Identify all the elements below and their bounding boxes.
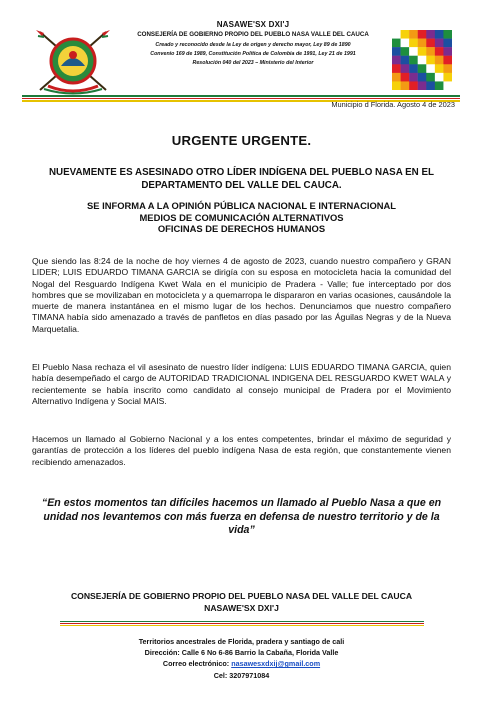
wiphala-square [418, 64, 427, 73]
wiphala-square [443, 56, 452, 65]
subhead-line: MEDIOS DE COMUNICACIÓN ALTERNATIVOS [139, 211, 344, 223]
org-title: NASAWE'SX DXI'J [216, 20, 290, 29]
wiphala-square [435, 47, 444, 56]
wiphala-square [426, 73, 435, 82]
wiphala-square [426, 39, 435, 48]
wiphala-square [435, 56, 444, 65]
footer-phone: Cel: 3207971084 [213, 670, 270, 680]
wiphala-square [435, 39, 444, 48]
wiphala-square [401, 73, 410, 82]
wiphala-square [435, 30, 444, 39]
email-link[interactable]: nasawesxdxij@gmail.com [231, 659, 321, 669]
stripe-green [60, 621, 424, 622]
wiphala-square [401, 39, 410, 48]
wiphala-square [418, 73, 427, 82]
wiphala-square [392, 30, 401, 39]
paragraph-1: Que siendo las 8:24 de la noche de hoy viernes 4 de agosto de 2023, cuando nuestro compañero y GRAN LIDER; LUIS EDUARDO TIMANA GARCIA se dirigía con su esposa en motocicleta hacia la comunidad del Nogal del Resguardo Indígena Kwet Wala en el municipio de Pradera - Valle; fue interceptado por dos hombres que se movilizaban en motocicleta y a quemarropa le dispararon en varias ocasiones, causándole la muerte de manera instantánea en el mismo lugar de los hechos. Denunciamos que nuestro compañero TIMANA había sido amenazado a través de panfletos en días pasado por las Águilas Negras y de la Nueva Marquetalia. [32, 256, 451, 334]
wiphala-square [401, 64, 410, 73]
wiphala-square [409, 81, 418, 90]
signature-line: CONSEJERÍA DE GOBIERNO PROPIO DEL PUEBLO NASA DEL VALLE DEL CAUCA [70, 591, 413, 601]
wiphala-square [418, 39, 427, 48]
wiphala-square [392, 56, 401, 65]
wiphala-square [409, 56, 418, 65]
stripe-red [22, 98, 460, 100]
wiphala-square [392, 73, 401, 82]
signature-block [24, 590, 459, 614]
wiphala-square [392, 64, 401, 73]
wiphala-square [443, 39, 452, 48]
wiphala-square [392, 47, 401, 56]
wiphala-square [418, 81, 427, 90]
wiphala-square [401, 81, 410, 90]
wiphala-square [401, 30, 410, 39]
legal-line: Convenio 169 de 1989, Constitución Política de Colombia de 1991, Ley 21 de 1991 [150, 51, 356, 57]
subhead-line: OFICINAS DE DERECHOS HUMANOS [157, 223, 326, 234]
wiphala-square [392, 39, 401, 48]
stripe-red [60, 623, 424, 624]
footer-stripes [60, 621, 424, 627]
paragraph-3: Hacemos un llamado al Gobierno Nacional y a los entes competentes, brindar el máximo de seguridad y garantías de protección a los líderes del pueblo indígena Nasa de esta región, que constantemente vienen recibiendo amenazados. [32, 434, 451, 467]
wiphala-square [409, 30, 418, 39]
wiphala-square [418, 56, 427, 65]
wiphala-square [426, 81, 435, 90]
signature-line: NASAWE'SX DXI'J [204, 603, 279, 613]
paragraph-2: El Pueblo Nasa rechaza el vil asesinato de nuestro líder indígena: LUIS EDUARDO TIMANA GARCIA, quien había desempeñado el cargo de AUTORIDAD TRADICIONAL INDIGENA DEL RESGUARDO KWET WALA y recientemente se había inscrito como candidato al consejo municipal de Pradera por el Movimiento Alternativo Indígena y Social MAIS. [32, 362, 451, 406]
letterhead [120, 20, 386, 68]
footer-territories: Territorios ancestrales de Florida, pradera y santiago de cali [138, 637, 345, 646]
wiphala-square [426, 56, 435, 65]
wiphala-square [409, 64, 418, 73]
headline: NUEVAMENTE ES ASESINADO OTRO LÍDER INDÍGENA DEL PUEBLO NASA EN EL DEPARTAMENTO DEL VALLE DEL CAUCA. [48, 167, 434, 191]
wiphala-square [443, 30, 452, 39]
wiphala-square [443, 81, 452, 90]
footer-address: Dirección: Calle 6 No 6-86 Barrio la Cabaña, Florida Valle [144, 648, 339, 658]
stripe-green [22, 95, 460, 97]
wiphala-square [418, 30, 427, 39]
footer-email-line [0, 658, 483, 669]
wiphala-square [426, 30, 435, 39]
wiphala-square [392, 81, 401, 90]
org-subtitle: CONSEJERÍA DE GOBIERNO PROPIO DEL PUEBLO NASA VALLE DEL CAUCA [137, 31, 369, 38]
email-label: Correo electrónico: [162, 659, 232, 669]
wiphala-square [443, 64, 452, 73]
wiphala-square [435, 81, 444, 90]
footer-contact [0, 636, 483, 681]
wiphala-square [443, 47, 452, 56]
wiphala-square [426, 64, 435, 73]
nasa-emblem-icon [30, 26, 116, 96]
closing-quote: “En estos momentos tan difíciles hacemos un llamado al Pueblo Nasa a que en unidad nos levantemos con más fuerza en defensa de nuestro territorio y de la vida” [41, 497, 442, 536]
wiphala-square [426, 47, 435, 56]
wiphala-square [401, 47, 410, 56]
legal-line: Resolución 040 del 2023 – Ministerio del Interior [192, 60, 314, 66]
wiphala-square [409, 39, 418, 48]
wiphala-square [443, 73, 452, 82]
wiphala-flag-icon [392, 30, 452, 90]
legal-line: Creado y reconocido desde la Ley de origen y derecho mayor, Ley 89 de 1890 [155, 42, 351, 48]
subhead-line: SE INFORMA A LA OPINIÓN PÚBLICA NACIONAL E INTERNACIONAL [86, 200, 397, 211]
main-title: URGENTE URGENTE. [171, 133, 312, 148]
wiphala-square [401, 56, 410, 65]
stripe-yellow [60, 625, 424, 626]
wiphala-square [418, 47, 427, 56]
dateline: Municipio d Florida. Agosto 4 de 2023 [331, 100, 455, 109]
wiphala-square [409, 73, 418, 82]
subhead [28, 200, 455, 235]
wiphala-square [435, 73, 444, 82]
wiphala-square [409, 47, 418, 56]
wiphala-square [435, 64, 444, 73]
